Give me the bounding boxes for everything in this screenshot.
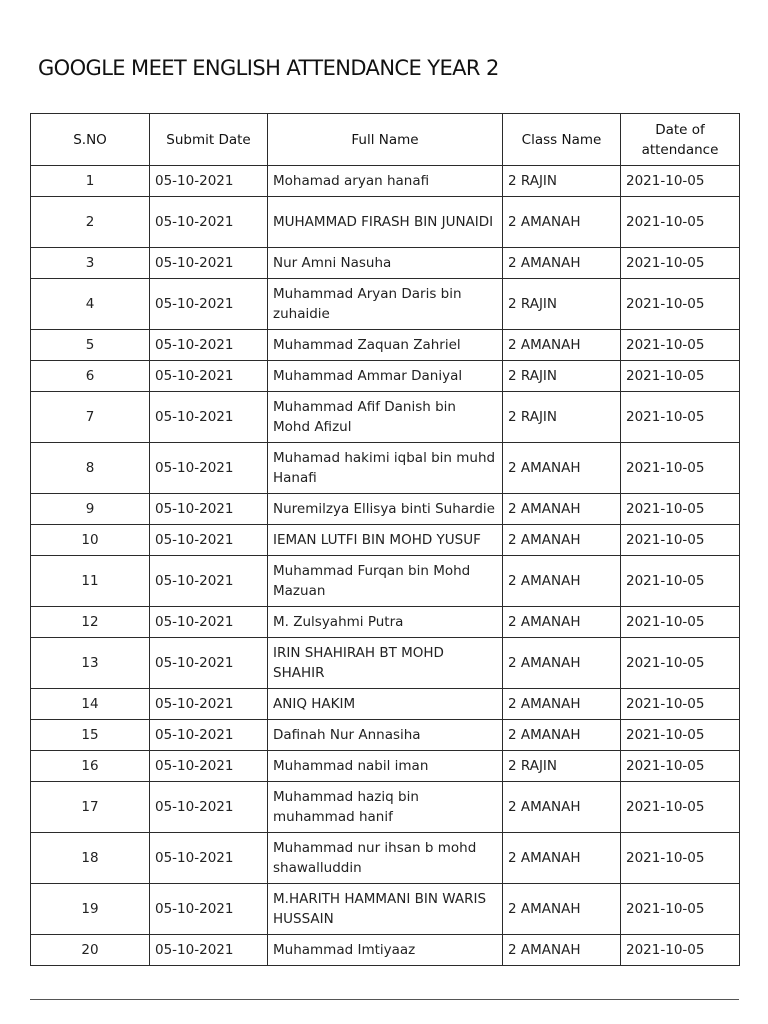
cell-date-of-attendance: 2021-10-05	[621, 751, 740, 782]
cell-date-of-attendance: 2021-10-05	[621, 607, 740, 638]
cell-sno: 17	[31, 782, 150, 833]
header-row	[31, 114, 740, 166]
cell-full-name: ANIQ HAKIM	[268, 689, 503, 720]
cell-submit-date: 05-10-2021	[150, 720, 268, 751]
cell-class-name: 2 AMANAH	[503, 556, 621, 607]
cell-class-name: 2 RAJIN	[503, 361, 621, 392]
cell-submit-date: 05-10-2021	[150, 392, 268, 443]
table-row	[31, 689, 740, 720]
cell-class-name: 2 RAJIN	[503, 279, 621, 330]
cell-date-of-attendance: 2021-10-05	[621, 720, 740, 751]
cell-class-name: 2 AMANAH	[503, 494, 621, 525]
cell-class-name: 2 AMANAH	[503, 330, 621, 361]
cell-submit-date: 05-10-2021	[150, 556, 268, 607]
table-row	[31, 556, 740, 607]
cell-submit-date: 05-10-2021	[150, 607, 268, 638]
header-class-name: Class Name	[503, 114, 621, 166]
cell-date-of-attendance: 2021-10-05	[621, 833, 740, 884]
table-row	[31, 330, 740, 361]
attendance-table	[30, 113, 740, 966]
footer-divider	[30, 999, 739, 1000]
table-row	[31, 751, 740, 782]
document-title: GOOGLE MEET ENGLISH ATTENDANCE YEAR 2	[38, 56, 499, 80]
table-row	[31, 248, 740, 279]
table-row	[31, 443, 740, 494]
cell-date-of-attendance: 2021-10-05	[621, 638, 740, 689]
cell-date-of-attendance: 2021-10-05	[621, 884, 740, 935]
cell-submit-date: 05-10-2021	[150, 935, 268, 966]
cell-sno: 7	[31, 392, 150, 443]
cell-sno: 2	[31, 197, 150, 248]
cell-class-name: 2 AMANAH	[503, 525, 621, 556]
cell-sno: 15	[31, 720, 150, 751]
table-row	[31, 607, 740, 638]
table-row	[31, 279, 740, 330]
cell-date-of-attendance: 2021-10-05	[621, 361, 740, 392]
cell-full-name: IRIN SHAHIRAH BT MOHD SHAHIR	[268, 638, 503, 689]
cell-full-name: IEMAN LUTFI BIN MOHD YUSUF	[268, 525, 503, 556]
header-date-of-attendance: Date of attendance	[621, 114, 740, 166]
cell-submit-date: 05-10-2021	[150, 494, 268, 525]
cell-sno: 16	[31, 751, 150, 782]
cell-full-name: Muhammad Imtiyaaz	[268, 935, 503, 966]
cell-full-name: Nur Amni Nasuha	[268, 248, 503, 279]
cell-submit-date: 05-10-2021	[150, 782, 268, 833]
cell-submit-date: 05-10-2021	[150, 279, 268, 330]
table-row	[31, 392, 740, 443]
cell-submit-date: 05-10-2021	[150, 443, 268, 494]
cell-full-name: Nuremilzya Ellisya binti Suhardie	[268, 494, 503, 525]
cell-full-name: Muhammad Aryan Daris bin zuhaidie	[268, 279, 503, 330]
cell-sno: 10	[31, 525, 150, 556]
cell-full-name: Muhammad haziq bin muhammad hanif	[268, 782, 503, 833]
cell-submit-date: 05-10-2021	[150, 197, 268, 248]
cell-class-name: 2 AMANAH	[503, 720, 621, 751]
cell-sno: 11	[31, 556, 150, 607]
cell-class-name: 2 RAJIN	[503, 392, 621, 443]
cell-full-name: Muhammad nur ihsan b mohd shawalluddin	[268, 833, 503, 884]
cell-date-of-attendance: 2021-10-05	[621, 689, 740, 720]
cell-full-name: Muhammad Ammar Daniyal	[268, 361, 503, 392]
cell-submit-date: 05-10-2021	[150, 525, 268, 556]
cell-class-name: 2 AMANAH	[503, 833, 621, 884]
cell-sno: 13	[31, 638, 150, 689]
cell-date-of-attendance: 2021-10-05	[621, 248, 740, 279]
cell-sno: 14	[31, 689, 150, 720]
cell-submit-date: 05-10-2021	[150, 248, 268, 279]
cell-sno: 6	[31, 361, 150, 392]
cell-full-name: Muhammad Furqan bin Mohd Mazuan	[268, 556, 503, 607]
cell-sno: 4	[31, 279, 150, 330]
cell-sno: 18	[31, 833, 150, 884]
cell-date-of-attendance: 2021-10-05	[621, 166, 740, 197]
table-row	[31, 833, 740, 884]
cell-submit-date: 05-10-2021	[150, 751, 268, 782]
cell-full-name: Mohamad aryan hanafi	[268, 166, 503, 197]
cell-class-name: 2 RAJIN	[503, 166, 621, 197]
header-submit-date: Submit Date	[150, 114, 268, 166]
header-full-name: Full Name	[268, 114, 503, 166]
cell-class-name: 2 AMANAH	[503, 248, 621, 279]
cell-date-of-attendance: 2021-10-05	[621, 782, 740, 833]
table-body	[31, 166, 740, 966]
cell-sno: 12	[31, 607, 150, 638]
cell-sno: 8	[31, 443, 150, 494]
header-sno: S.NO	[31, 114, 150, 166]
cell-full-name: Muhammad nabil iman	[268, 751, 503, 782]
table-header	[31, 114, 740, 166]
cell-sno: 9	[31, 494, 150, 525]
cell-date-of-attendance: 2021-10-05	[621, 525, 740, 556]
cell-sno: 1	[31, 166, 150, 197]
cell-submit-date: 05-10-2021	[150, 166, 268, 197]
cell-submit-date: 05-10-2021	[150, 689, 268, 720]
cell-date-of-attendance: 2021-10-05	[621, 556, 740, 607]
cell-full-name: M.HARITH HAMMANI BIN WARIS HUSSAIN	[268, 884, 503, 935]
cell-submit-date: 05-10-2021	[150, 361, 268, 392]
table-row	[31, 720, 740, 751]
cell-class-name: 2 AMANAH	[503, 443, 621, 494]
cell-submit-date: 05-10-2021	[150, 833, 268, 884]
cell-date-of-attendance: 2021-10-05	[621, 935, 740, 966]
cell-date-of-attendance: 2021-10-05	[621, 392, 740, 443]
cell-sno: 19	[31, 884, 150, 935]
cell-date-of-attendance: 2021-10-05	[621, 494, 740, 525]
cell-date-of-attendance: 2021-10-05	[621, 197, 740, 248]
cell-class-name: 2 AMANAH	[503, 782, 621, 833]
table-row	[31, 525, 740, 556]
cell-sno: 20	[31, 935, 150, 966]
table-row	[31, 935, 740, 966]
cell-class-name: 2 AMANAH	[503, 935, 621, 966]
cell-class-name: 2 AMANAH	[503, 689, 621, 720]
cell-date-of-attendance: 2021-10-05	[621, 279, 740, 330]
table-row	[31, 782, 740, 833]
cell-class-name: 2 AMANAH	[503, 197, 621, 248]
cell-submit-date: 05-10-2021	[150, 884, 268, 935]
table-row	[31, 884, 740, 935]
cell-full-name: M. Zulsyahmi Putra	[268, 607, 503, 638]
cell-full-name: MUHAMMAD FIRASH BIN JUNAIDI	[268, 197, 503, 248]
table-row	[31, 361, 740, 392]
cell-sno: 3	[31, 248, 150, 279]
cell-date-of-attendance: 2021-10-05	[621, 443, 740, 494]
table-row	[31, 494, 740, 525]
cell-full-name: Muhammad Zaquan Zahriel	[268, 330, 503, 361]
table-row	[31, 166, 740, 197]
cell-full-name: Muhammad Afif Danish bin Mohd Afizul	[268, 392, 503, 443]
cell-submit-date: 05-10-2021	[150, 638, 268, 689]
cell-class-name: 2 AMANAH	[503, 884, 621, 935]
cell-class-name: 2 RAJIN	[503, 751, 621, 782]
cell-submit-date: 05-10-2021	[150, 330, 268, 361]
cell-full-name: Dafinah Nur Annasiha	[268, 720, 503, 751]
cell-date-of-attendance: 2021-10-05	[621, 330, 740, 361]
cell-sno: 5	[31, 330, 150, 361]
cell-class-name: 2 AMANAH	[503, 638, 621, 689]
table-row	[31, 638, 740, 689]
cell-class-name: 2 AMANAH	[503, 607, 621, 638]
cell-full-name: Muhamad hakimi iqbal bin muhd Hanafi	[268, 443, 503, 494]
table-row	[31, 197, 740, 248]
